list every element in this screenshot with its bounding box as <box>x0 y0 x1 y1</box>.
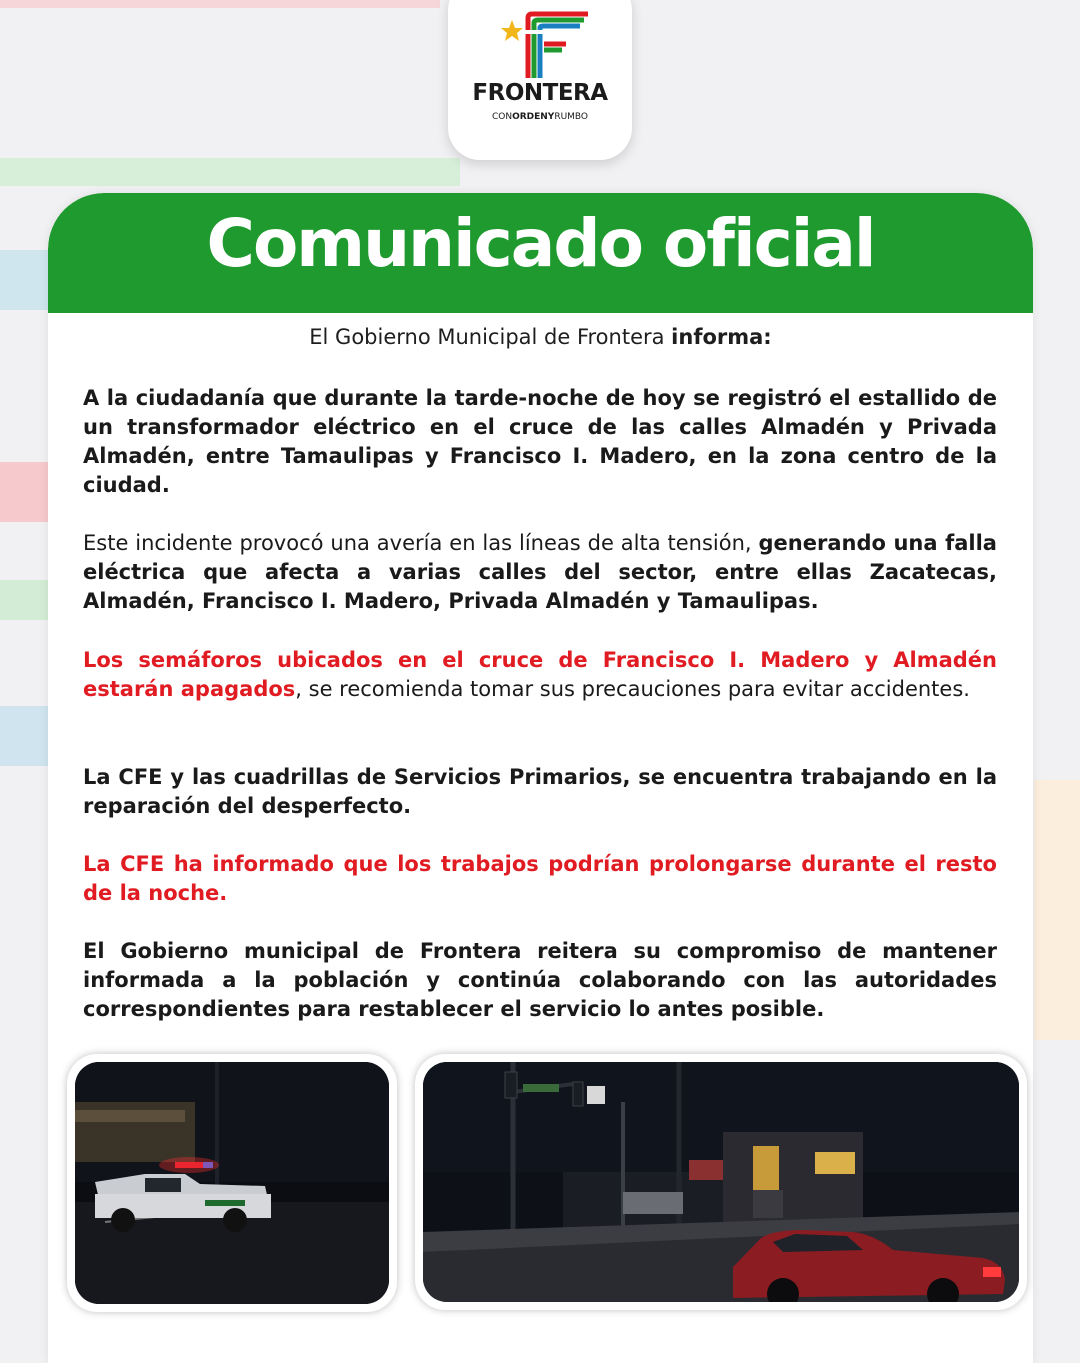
bg-stripe-blue <box>0 250 48 310</box>
frontera-emblem-icon <box>448 0 632 88</box>
paragraph-commitment: El Gobierno municipal de Frontera reitera su compromiso de mantener informada a la población y continúa colaborando con las autoridades correspondientes para restablecer el servicio lo antes posible. <box>83 939 997 1021</box>
patrol-truck-photo <box>75 1062 389 1304</box>
photo-frame-intersection <box>415 1054 1027 1310</box>
intro-line: El Gobierno Municipal de Frontera informa: <box>309 325 772 349</box>
paragraph-cfe-duration: La CFE ha informado que los trabajos podrían prolongarse durante el resto de la noche. <box>83 852 997 905</box>
paragraph-traffic-lights: Los semáforos ubicados en el cruce de Francisco I. Madero y Almadén estarán apagados, se recomienda tomar sus precauciones para evitar accidentes. <box>83 648 997 701</box>
photo-frame-patrol <box>67 1054 397 1312</box>
bg-stripe-pink <box>0 0 440 8</box>
logo-name: FRONTERA <box>472 80 608 106</box>
bg-stripe-red <box>0 462 48 522</box>
bg-stripe-orange <box>1034 780 1080 1040</box>
logo-tagline: CONORDENYRUMBO <box>491 112 589 122</box>
intersection-photo <box>423 1062 1019 1302</box>
bg-stripe-green <box>0 158 460 186</box>
paragraph-outage: Este incidente provocó una avería en las líneas de alta tensión, generando una falla eléctrica que afecta a varias calles del sector, entre ellas Zacatecas, Almadén, Francisco I. Madero, Privada Almadén y Tamaulipas. <box>83 531 997 613</box>
page-title: Comunicado oficial <box>206 205 875 282</box>
frontera-logo <box>448 0 632 160</box>
bg-stripe-blue-2 <box>0 706 48 766</box>
paragraph-transformer: A la ciudadanía que durante la tarde-noche de hoy se registró el estallido de un transformador eléctrico en el cruce de las calles Almadén y Privada Almadén, entre Tamaulipas y Francisco I. Madero, en la zona centro de la ciudad. <box>83 386 997 497</box>
bg-stripe-green-2 <box>0 580 48 620</box>
card-header <box>48 193 1033 313</box>
paragraph-cfe-repair: La CFE y las cuadrillas de Servicios Primarios, se encuentra trabajando en la reparación del desperfecto. <box>83 765 997 818</box>
